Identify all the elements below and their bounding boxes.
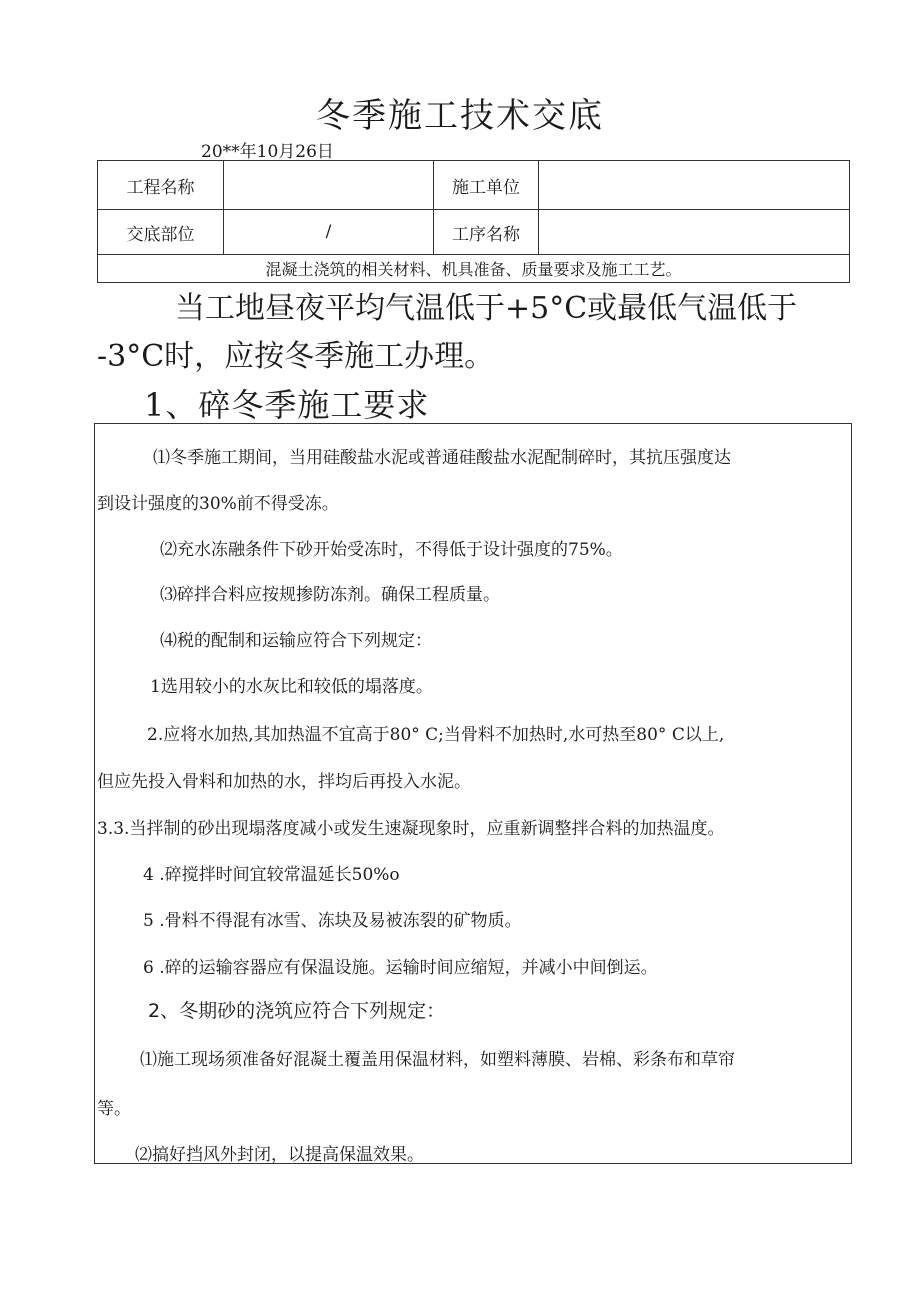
section-1-heading: 1、碎冬季施工要求 bbox=[144, 386, 430, 424]
paragraph-item: 3.3.当拌制的砂出现塌落度减小或发生速凝现象时，应重新调整拌合料的加热温度。 bbox=[97, 819, 725, 839]
construction-unit-value bbox=[539, 161, 850, 210]
section-2-heading: 2、冬期砂的浇筑应符合下列规定： bbox=[148, 1000, 446, 1022]
paragraph-item: ⑴施工现场须准备好混凝土覆盖用保温材料，如塑料薄膜、岩棉、彩条布和草帘 bbox=[140, 1050, 735, 1070]
lead-line-2: -3°C时，应按冬季施工办理。 bbox=[97, 339, 495, 374]
paragraph-item: 1选用较小的水灰比和较低的塌落度。 bbox=[150, 677, 433, 697]
paragraph-item: 到设计强度的30%前不得受冻。 bbox=[97, 494, 339, 514]
project-name-value bbox=[224, 161, 434, 210]
handover-part-label: 交底部位 bbox=[98, 210, 224, 255]
paragraph-item: ⑴冬季施工期间，当用硅酸盐水泥或普通硅酸盐水泥配制碎时，其抗压强度达 bbox=[153, 448, 731, 468]
paragraph-item: ⑵充水冻融条件下砂开始受冻时，不得低于设计强度的75%。 bbox=[160, 540, 623, 560]
handover-part-value: / bbox=[224, 210, 434, 255]
paragraph-item: 2.应将水加热,其加热温不宜高于80° C;当骨料不加热时,水可热至80° C以上, bbox=[147, 725, 725, 745]
project-name-label: 工程名称 bbox=[98, 161, 224, 210]
process-name-label: 工序名称 bbox=[434, 210, 539, 255]
process-name-value bbox=[539, 210, 850, 255]
header-table bbox=[97, 160, 850, 283]
paragraph-item: 等。 bbox=[97, 1099, 131, 1119]
document-date: 20**年10月26日 bbox=[201, 142, 334, 162]
handover-summary: 混凝土浇筑的相关材料、机具准备、质量要求及施工工艺。 bbox=[98, 255, 850, 283]
paragraph-item: ⑶碎拌合料应按规掺防冻剂。确保工程质量。 bbox=[160, 585, 500, 605]
lead-line-1: 当工地昼夜平均气温低于+5°C或最低气温低于 bbox=[175, 291, 798, 326]
construction-unit-label: 施工单位 bbox=[434, 161, 539, 210]
paragraph-item: ⑵搞好挡风外封闭，以提高保温效果。 bbox=[135, 1145, 424, 1165]
paragraph-item: 6 .碎的运输容器应有保温设施。运输时间应缩短，并减小中间倒运。 bbox=[143, 958, 658, 978]
paragraph-item: 5 .骨料不得混有冰雪、冻块及易被冻裂的矿物质。 bbox=[143, 911, 522, 931]
lead-paragraph bbox=[97, 285, 857, 381]
paragraph-item: 4 .碎搅拌时间宜较常温延长50%o bbox=[143, 865, 400, 885]
document-title: 冬季施工技术交底 bbox=[316, 96, 604, 136]
paragraph-item: ⑷税的配制和运输应符合下列规定： bbox=[160, 631, 432, 651]
paragraph-item: 但应先投入骨料和加热的水，拌均后再投入水泥。 bbox=[97, 772, 471, 792]
